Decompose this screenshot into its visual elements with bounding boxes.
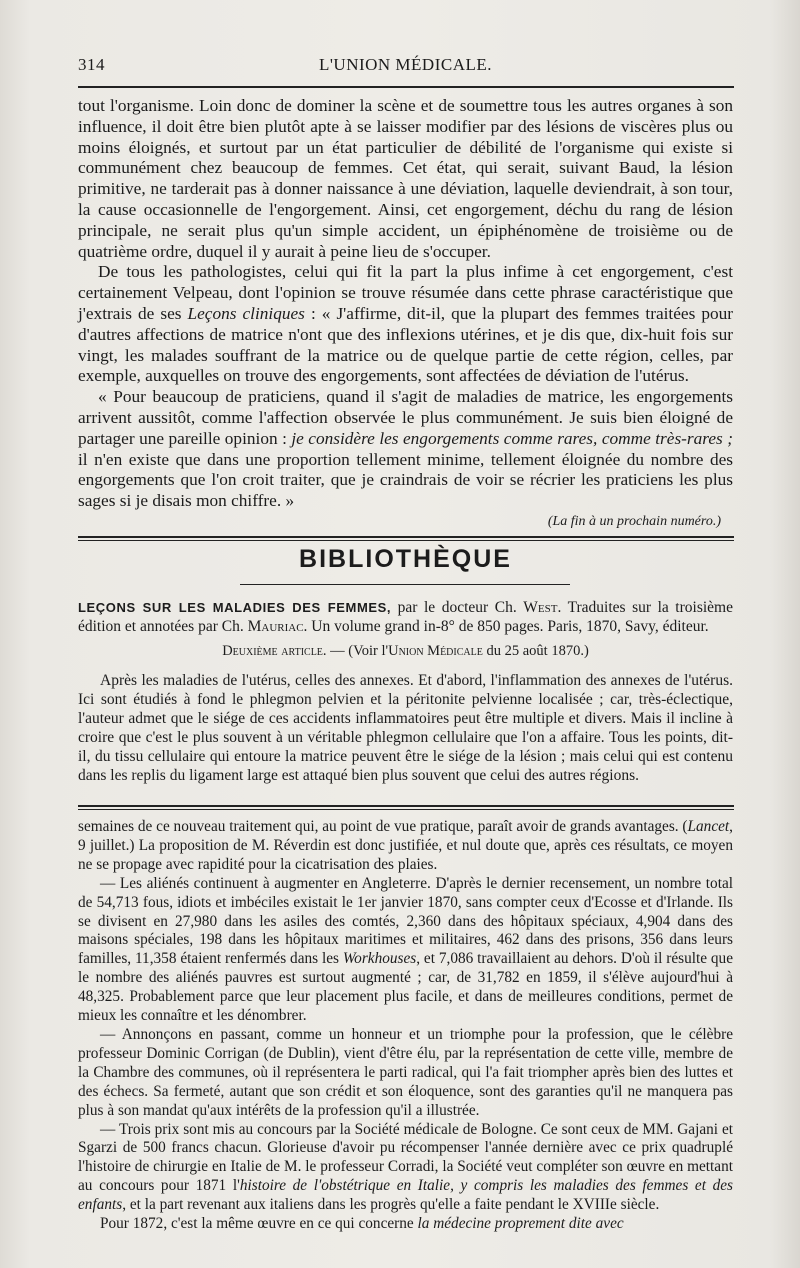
bibliotheque-heading: BIBLIOTHÈQUE <box>299 545 512 573</box>
header-rule <box>78 86 734 88</box>
page-number: 314 <box>78 55 105 74</box>
news-paragraph: — Les aliénés continuent à augmenter en Angleterre. D'après le dernier recensement, un nombre total de 54,713 fous, idiots et imbéciles existait le 1er janvier 1870, sans compter ceux d'Ecosse et d'Irlande. Ils se divisent en 27,980 dans les asiles des comtés, 2,360 dans des hôpitaux spéciaux, 4,904 dans des maisons spéciales, 198 dans les hôpitaux maritimes et militaires, 462 dans des prisons, 356 dans leurs familles, 11,358 étaient renfermés dans les Workhouses, et 7,086 travaillaient au dehors. D'où il résulte que le nombre des aliénés pauvres est surtout augmenté ; car, de 31,782 en 1859, il s'élève aujourd'hui à 48,325. Probablement parce que leur placement plus facile, et dans de meilleures conditions, permet de mieux les connaître et les dénombrer. <box>78 874 733 1025</box>
news-section <box>78 818 733 1234</box>
running-title: L'UNION MÉDICALE. <box>318 55 493 74</box>
paragraph-velpeau: De tous les pathologistes, celui qui fit la part la plus infime à cet engorgement, c'est certainement Velpeau, dont l'opinion se trouve résumée dans cette phrase caractéristique que j'extrais de ses Leçons cliniques : « J'affirme, dit-il, que la plupart des femmes traitées pour d'autres affections de matrice n'ont que des inflexions utérines, et je dis que, dix-huit fois sur vingt, les malades souffrant de la matrice ou de quelque partie de cette région, celles, par exemple, auxquelles on trouve des engorgements, sont affectées de déviation de l'utérus. <box>78 262 734 386</box>
page-header <box>78 55 733 81</box>
article-continuation <box>78 96 733 533</box>
book-reference: LEÇONS SUR LES MALADIES DES FEMMES, par le docteur Ch. West. Traduites sur la troisième édition et annotées par Ch. Mauriac. Un volume grand in-8° de 850 pages. Paris, 1870, Savy, éditeur. <box>78 599 733 635</box>
paragraph-quote: « Pour beaucoup de praticiens, quand il s'agit de maladies de matrice, les engorgements arrivent aussitôt, comme l'affection observée le plus communément. Je suis bien éloigné de partager une pareille opinion : je considère les engorgements comme rares, comme très-rares ; il n'en existe que dans une proportion tellement minime, tellement éloignée du nombre des engorgements que l'on croit traiter, que je craindrais de voir se récrier les praticiens les plus sages si je disais mon chiffre. » <box>78 387 734 511</box>
news-paragraph: — Annonçons en passant, comme un honneur et un triomphe pour la profession, que le célèbre professeur Dominic Corrigan (de Dublin), vient d'être élu, par la représentation de cette ville, membre de la Chambre des communes, où il représentera le parti radical, qui l'a fait triompher après bien des luttes et des échecs. Sa fermeté, autant que son crédit et son éloquence, sont des garanties qu'il ne manquera pas plus à son mandat qu'aux intérêts de la profession qu'il a illustrée. <box>78 1025 733 1119</box>
news-paragraph: — Trois prix sont mis au concours par la Société médicale de Bologne. Ce sont ceux de MM. Gajani et Sgarzi de 500 francs chacun. Glorieuse d'avoir pu récompenser l'année dernière avec ce prix quadruplé l'histoire de chirurgie en Italie de M. le professeur Corradi, la Société veut compléter son œuvre en mettant au concours pour 1871 l'histoire de l'obstétrique en Italie, y compris les maladies des femmes et des enfants, et la part revenant aux italiens dans les progrès qu'elle a faite pendant le XVIIIe siècle. <box>78 1120 733 1214</box>
article-note: Deuxième article. — (Voir l'Union Médicale du 25 août 1870.) <box>222 643 589 659</box>
book-review <box>78 598 733 785</box>
paragraph: tout l'organisme. Loin donc de dominer la scène et de soumettre tous les autres organes à son influence, il doit être bien plutôt apte à se laisser modifier par des lésions de viscères plus ou moins éloignés, et surtout par un état particulier de débilité de l'organisme qui existe si communément chez beaucoup de femmes. Cet état, qui serait, suivant Baud, la lésion primitive, ne tarderait pas à donner naissance à une déviation, laquelle deviendrait, à son tour, la cause occasionnelle de l'engorgement. Ainsi, cet engorgement, déchu du rang de lésion principale, ne serait plus qu'un simple accident, un épiphénomène de troisième ou de quatrième ordre, duquel il y aurait à peine lieu de s'occuper. <box>78 96 733 261</box>
news-paragraph: semaines de ce nouveau traitement qui, au point de vue pratique, paraît avoir de grands avantages. (Lancet, 9 juillet.) La proposition de M. Réverdin est donc justifiée, et nul doute que, après ces résultats, ce moyen ne se propage avec rapidité pour la cicatrisation des plaies. <box>78 818 733 873</box>
section-rule-bottom <box>78 805 734 807</box>
news-paragraph: Pour 1872, c'est la même œuvre en ce qui concerne la médecine proprement dite avec <box>100 1215 624 1233</box>
review-body: Après les maladies de l'utérus, celles des annexes. Et d'abord, l'inflammation des annexes de l'utérus. Ici sont étudiés à fond le phlegmon pelvien et la péritonite pelvienne localisée ; car, très-éclectique, l'auteur admet que le siége de ces accidents inflammatoires peut être multiple et divers. Mais il incline à croire que c'est le plus souvent à un véritable phlegmon cellulaire que l'on a affaire. Tous les points, dit-il, du tissu cellulaire qui entoure la matrice peuvent être le siége de la lésion ; mais celui qui est contenu dans les replis du ligament large est attaqué bien plus souvent que celui des autres régions. <box>78 672 733 784</box>
heading-underline <box>240 584 570 585</box>
continued-note: (La fin à un prochain numéro.) <box>547 513 721 529</box>
section-rule-top <box>78 536 734 538</box>
section-rule-bottom-thin <box>78 809 734 810</box>
section-rule-top-thin <box>78 540 734 541</box>
